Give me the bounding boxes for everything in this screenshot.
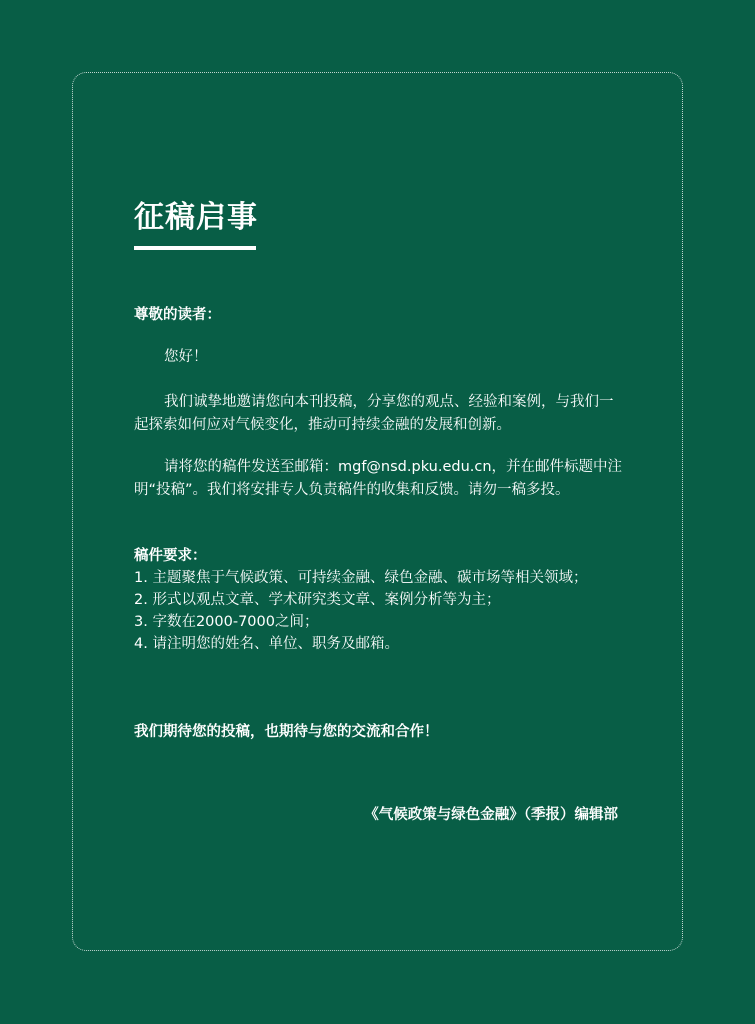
intro-paragraph: 我们诚挚地邀请您向本刊投稿，分享您的观点、经验和案例，与我们一起探索如何应对气候变化，推动可持续金融的发展和创新。	[134, 394, 614, 433]
page-title: 征稿启事	[134, 200, 258, 235]
requirements-list	[134, 567, 624, 655]
requirements-heading: 稿件要求：	[134, 548, 207, 564]
submission-paragraph: 请将您的稿件发送至邮箱：mgf@nsd.pku.edu.cn，并在邮件标题中注明“投稿”。我们将安排专人负责稿件的收集和反馈。请勿一稿多投。	[134, 459, 623, 498]
requirement-item: 3. 字数在2000-7000之间；	[134, 614, 319, 630]
requirement-item: 4. 请注明您的姓名、单位、职务及邮箱。	[134, 636, 399, 652]
requirements-section	[134, 545, 624, 655]
closing-text: 我们期待您的投稿，也期待与您的交流和合作！	[134, 724, 439, 740]
greeting: 尊敬的读者：	[134, 307, 221, 323]
requirement-item: 1. 主题聚焦于气候政策、可持续金融、绿色金融、碳市场等相关领域；	[134, 570, 588, 586]
hello-text: 您好！	[164, 349, 208, 365]
requirement-item: 2. 形式以观点文章、学术研究类文章、案例分析等为主；	[134, 592, 501, 608]
signature: 《气候政策与绿色金融》（季报）编辑部	[364, 807, 618, 823]
title-underline	[134, 246, 256, 250]
